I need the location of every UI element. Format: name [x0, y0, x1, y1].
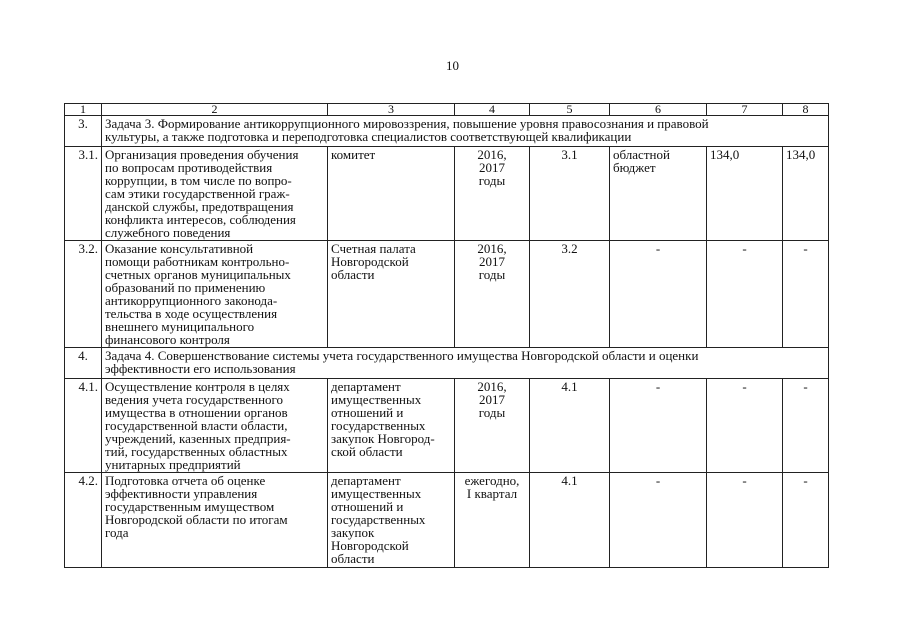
term-cell: 2016, 2017 годы — [455, 379, 530, 473]
table-row — [65, 379, 829, 473]
funding-source-cell: - — [610, 241, 707, 348]
item-number: 3.2. — [65, 241, 102, 348]
indicator-cell: 3.2 — [530, 241, 610, 348]
amount-2016-cell: 134,0 — [707, 147, 783, 241]
amount-2017-cell: - — [783, 473, 829, 568]
page-number: 10 — [446, 58, 459, 73]
term-cell: 2016, 2017 годы — [455, 147, 530, 241]
column-number-row — [65, 104, 829, 116]
amount-2016-cell: - — [707, 379, 783, 473]
column-header: 3 — [328, 104, 455, 116]
table-row — [65, 147, 829, 241]
amount-2016-cell: - — [707, 473, 783, 568]
term-cell: 2016, 2017 годы — [455, 241, 530, 348]
amount-2016-cell: - — [707, 241, 783, 348]
task-number: 3. — [65, 116, 102, 147]
executor-cell: комитет — [328, 147, 455, 241]
task-row — [65, 116, 829, 147]
term-cell: ежегодно, I квартал — [455, 473, 530, 568]
activity-plan-table — [64, 103, 829, 568]
task-title: Задача 3. Формирование антикоррупционного мировоззрения, повышение уровня правосознания и правовой культуры, а также подготовка и переподготовка специалистов соответствующей квалификации — [102, 116, 829, 147]
amount-2017-cell: 134,0 — [783, 147, 829, 241]
item-number: 4.2. — [65, 473, 102, 568]
task-title: Задача 4. Совершенствование системы учета государственного имущества Новгородской области и оценки эффективности его использования — [102, 348, 829, 379]
activity-cell: Подготовка отчета об оценке эффективности управления государственным имуществом Новгородской области по итогам года — [102, 473, 328, 568]
table-row — [65, 473, 829, 568]
executor-cell: департамент имущественных отношений и государственных закупок Новгород- ской области — [328, 379, 455, 473]
item-number: 3.1. — [65, 147, 102, 241]
task-row — [65, 348, 829, 379]
executor-cell: Счетная палата Новгородской области — [328, 241, 455, 348]
indicator-cell: 4.1 — [530, 379, 610, 473]
column-header: 5 — [530, 104, 610, 116]
table-row — [65, 241, 829, 348]
item-number: 4.1. — [65, 379, 102, 473]
indicator-cell: 3.1 — [530, 147, 610, 241]
column-header: 1 — [65, 104, 102, 116]
amount-2017-cell: - — [783, 379, 829, 473]
column-header: 7 — [707, 104, 783, 116]
funding-source-cell: - — [610, 473, 707, 568]
activity-cell: Осуществление контроля в целях ведения учета государственного имущества в отношении органов государственной власти области, учреждений, казенных предприя- тий, государственных областных унитарных предприятий — [102, 379, 328, 473]
indicator-cell: 4.1 — [530, 473, 610, 568]
activity-cell: Оказание консультативной помощи работникам контрольно- счетных органов муниципальных образований по применению антикоррупционного законода- тельства в ходе осуществления внешнего муниципального финансового контроля — [102, 241, 328, 348]
funding-source-cell: - — [610, 379, 707, 473]
executor-cell: департамент имущественных отношений и государственных закупок Новгородской области — [328, 473, 455, 568]
activity-cell: Организация проведения обучения по вопросам противодействия коррупции, в том числе по вопро- сам этики государственной граж- данской службы, предотвращения конфликта интересов, соблюдения служебного поведения — [102, 147, 328, 241]
column-header: 4 — [455, 104, 530, 116]
funding-source-cell: областной бюджет — [610, 147, 707, 241]
task-number: 4. — [65, 348, 102, 379]
amount-2017-cell: - — [783, 241, 829, 348]
column-header: 6 — [610, 104, 707, 116]
column-header: 8 — [783, 104, 829, 116]
column-header: 2 — [102, 104, 328, 116]
